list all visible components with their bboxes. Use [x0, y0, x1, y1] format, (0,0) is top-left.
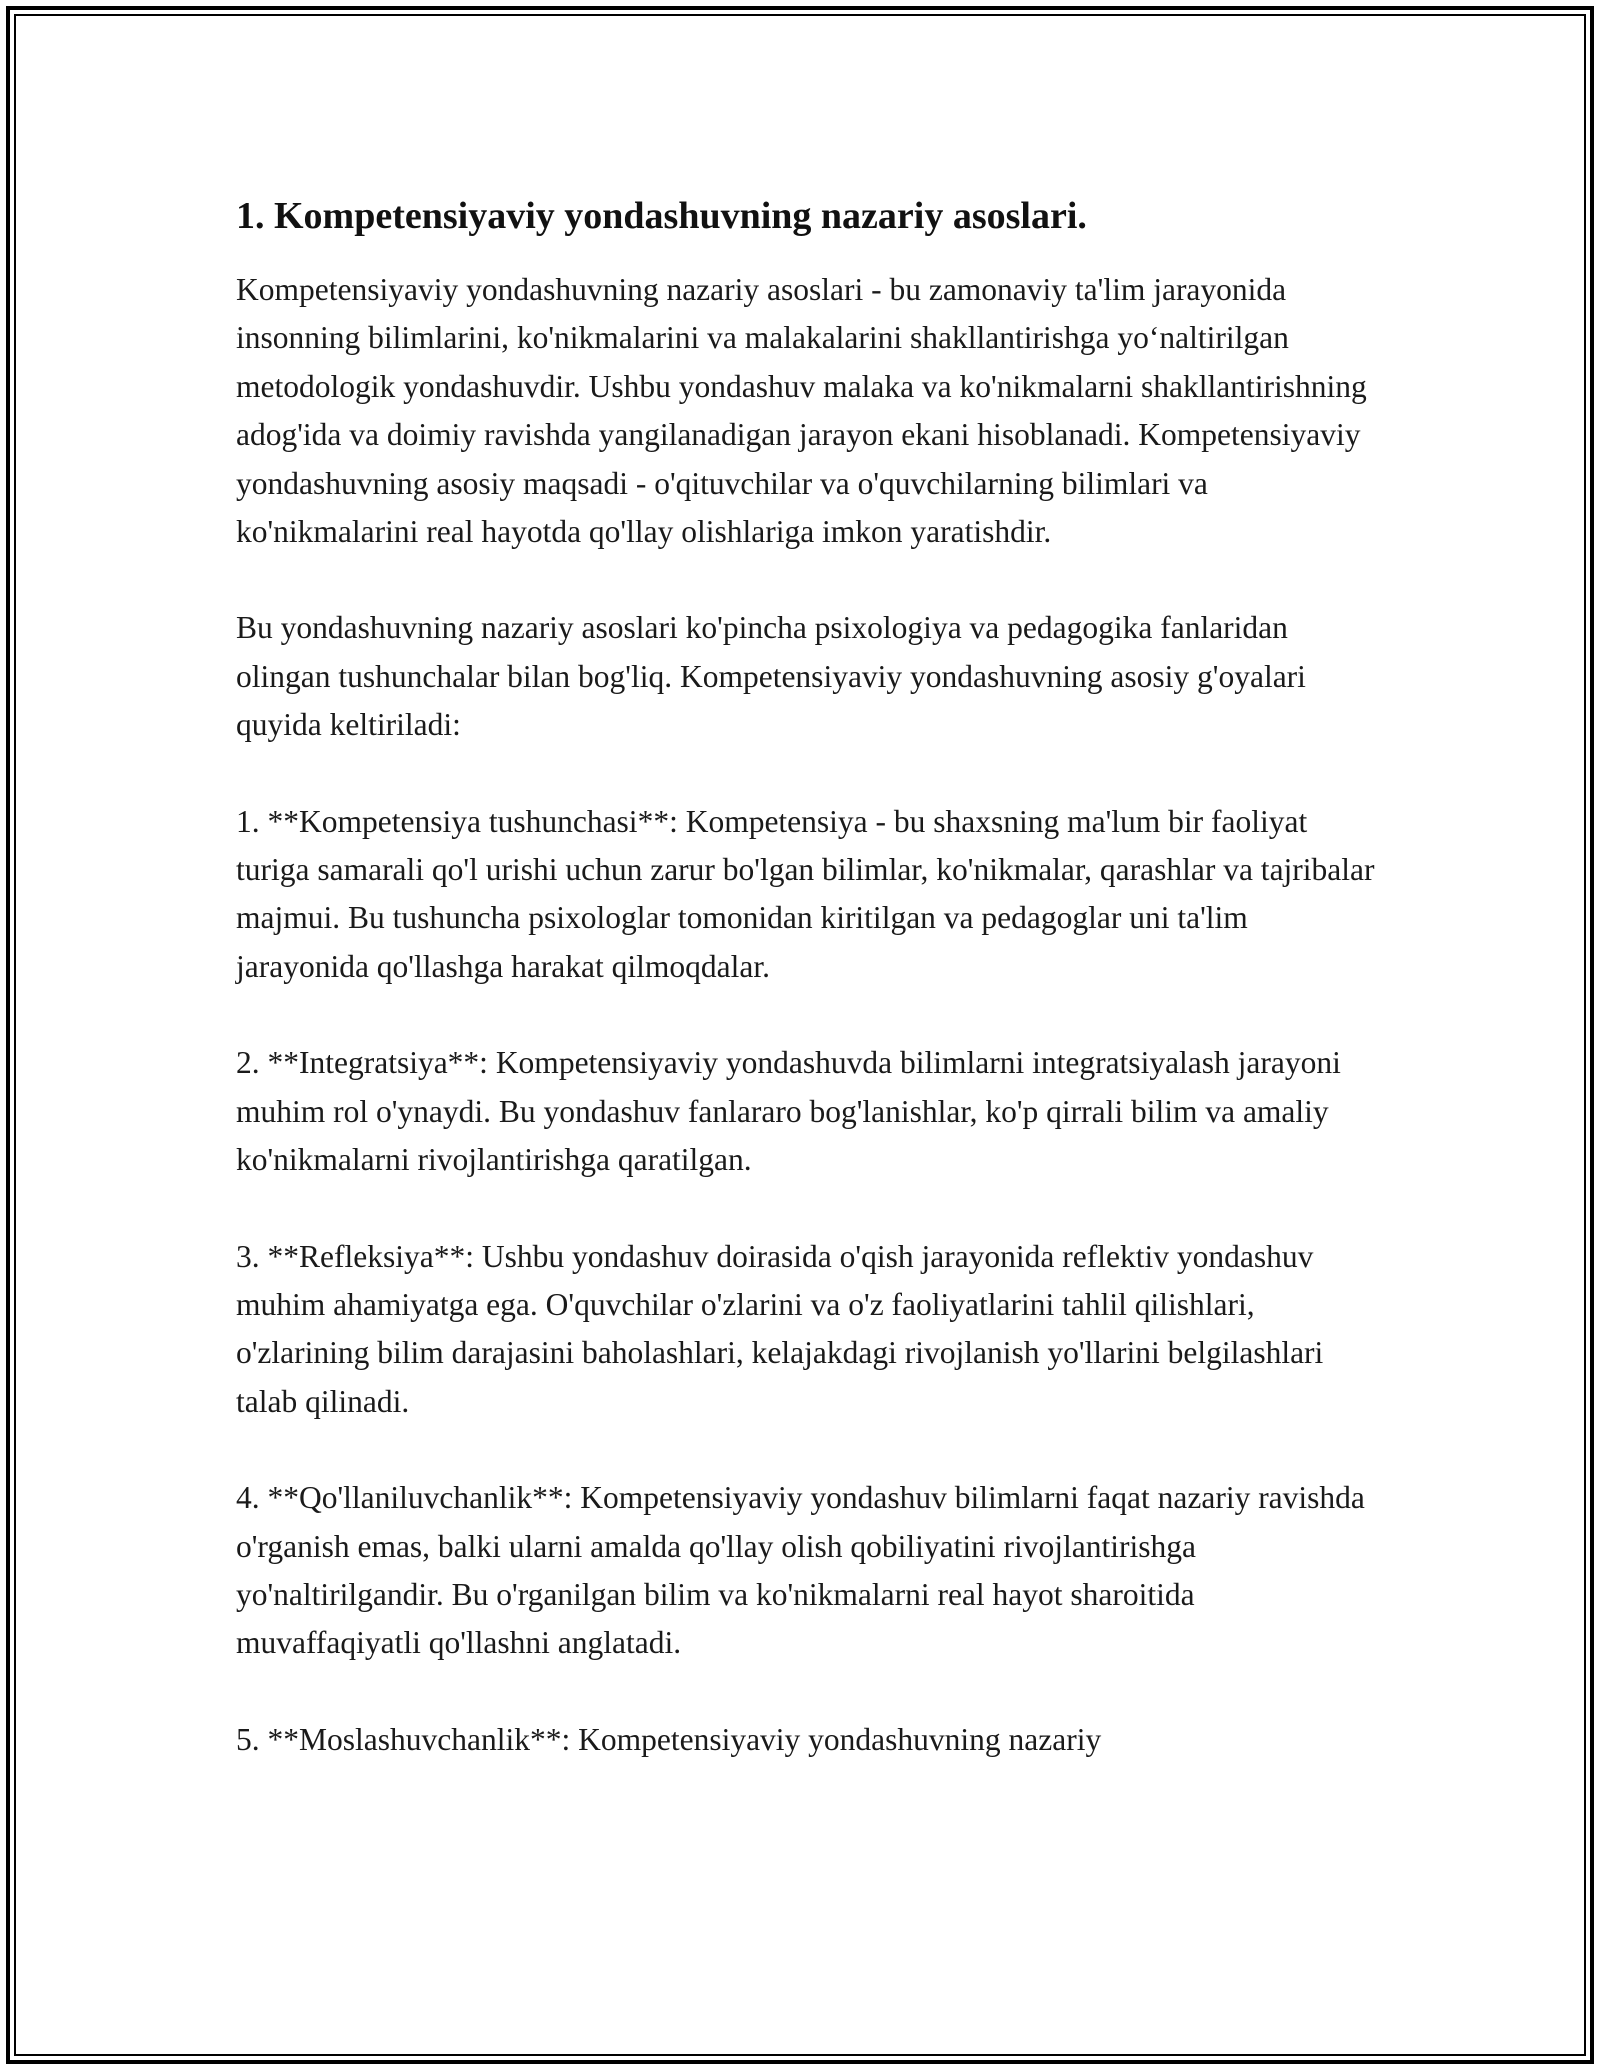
list-item-competence: 1. **Kompetensiya tushunchasi**: Kompetensiya - bu shaxsning ma'lum bir faoliyat turiga samarali qo'l urishi uchun zarur bo'lgan bilimlar, ko'nikmalar, qarashlar va tajribalar majmui. Bu tushuncha psixologlar tomonidan kiritilgan va pedagoglar uni ta'lim jarayonida qo'llashga harakat qilmoqdalar. — [236, 803, 1375, 984]
document-title: 1. Kompetensiyaviy yondashuvning nazariy asoslari. — [236, 195, 1087, 237]
list-item-reflection: 3. **Refleksiya**: Ushbu yondashuv doirasida o'qish jarayonida reflektiv yondashuv muhim ahamiyatga ega. O'quvchilar o'zlarini va o'z faoliyatlarini tahlil qilishlari, o'zlarining bilim darajasini baholashlari, kelajakdagi rivojlanish yo'llarini belgilashlari talab qilinadi. — [236, 1238, 1324, 1419]
list-item-integration: 2. **Integratsiya**: Kompetensiyaviy yondashuvda bilimlarni integratsiyalash jarayoni muhim rol o'ynaydi. Bu yondashuv fanlararo bog'lanishlar, ko'p qirrali bilim va amaliy ko'nikmalarni rivojlantirishga qaratilgan. — [236, 1045, 1341, 1178]
document-body — [236, 188, 1376, 1764]
list-item-applicability: 4. **Qo'llaniluvchanlik**: Kompetensiyaviy yondashuv bilimlarni faqat nazariy ravishda o'rganish emas, balki ularni amalda qo'llay olish qobiliyatini rivojlantirishga yo'naltirilgandir. Bu o'rganilgan bilim va ko'nikmalarni real hayot sharoitida muvaffaqiyatli qo'llashni anglatadi. — [236, 1480, 1365, 1661]
intro-paragraph: Kompetensiyaviy yondashuvning nazariy asoslari - bu zamonaviy ta'lim jarayonida insonning bilimlarini, ko'nikmalarini va malakalarini shakllantirishga yo‘naltirilgan metodologik yondashuvdir. Ushbu yondashuv malaka va ko'nikmalarni shakllantirishning adog'ida va doimiy ravishda yangilanadigan jarayon ekani hisoblanadi. Kompetensiyaviy yondashuvning asosiy maqsadi - o'qituvchilar va o'quvchilarning bilimlari va ko'nikmalarini real hayotda qo'llay olishlariga imkon yaratishdir. — [236, 272, 1367, 550]
list-item-flexibility: 5. **Moslashuvchanlik**: Kompetensiyaviy yondashuvning nazariy — [236, 1721, 1102, 1757]
theory-paragraph: Bu yondashuvning nazariy asoslari ko'pincha psixologiya va pedagogika fanlaridan olingan tushunchalar bilan bog'liq. Kompetensiyaviy yondashuvning asosiy g'oyalari quyida keltiriladi: — [236, 610, 1306, 743]
